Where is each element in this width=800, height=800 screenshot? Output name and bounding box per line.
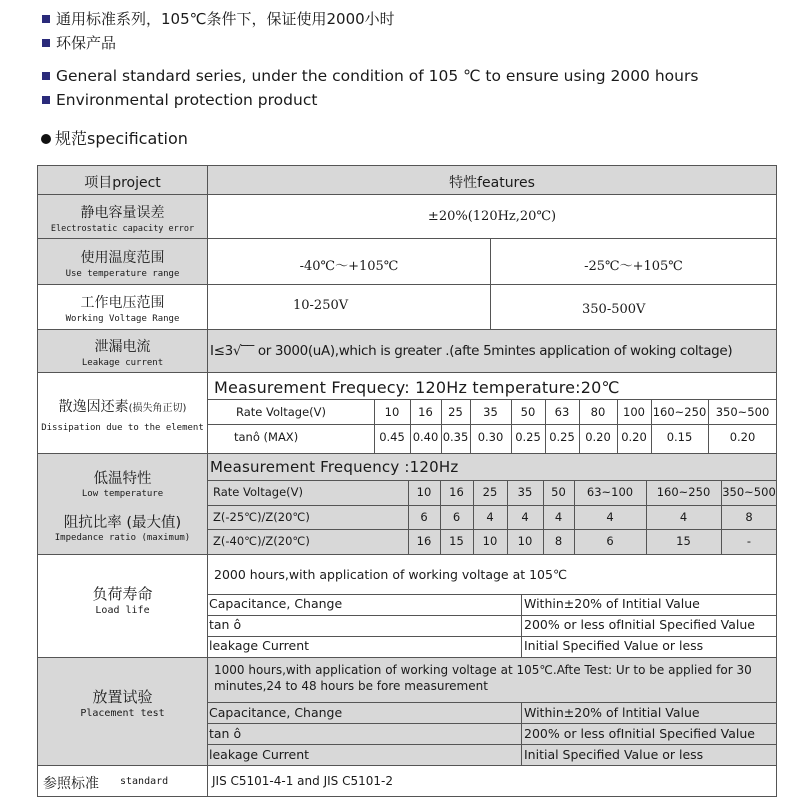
standard-value: JIS C5101-4-1 and JIS C5101-2 [207, 765, 777, 797]
leakage-value: I≤3√‾‾ or 3000(uA),which is greater .(afte 5mintes application of woking coltage) [207, 329, 777, 373]
capacity-error-value: ±20%(120Hz,20℃) [207, 194, 777, 239]
dissipation-voltage-cell-3: 35 [483, 405, 498, 419]
placement-value-0: Within±20% of lntitial Value [524, 705, 700, 720]
dissipation-tan-cell-8: 0.15 [666, 430, 693, 444]
dissipation-tan-cell-1: 0.40 [412, 430, 439, 444]
low-temp-data: Measurement Frequency :120Hz [207, 453, 777, 555]
dissipation-voltage-cell-8: 160~250 [652, 405, 707, 419]
voltage-range-label: 工作电压范围 Working Voltage Range [37, 284, 208, 330]
low-temp-z40-cell-6: 15 [676, 534, 691, 548]
load-life-item-2: leakage Current [209, 638, 310, 653]
low-temp-z25-cell-3: 4 [521, 510, 529, 524]
dissipation-voltage-cell-0: 10 [384, 405, 400, 419]
dissipation-voltage-cell-7: 100 [623, 405, 645, 419]
load-life-label: 负荷寿命 Load life [37, 554, 208, 658]
low-temp-z40-cell-1: 15 [449, 534, 464, 548]
dissipation-voltage-cell-2: 25 [448, 405, 463, 419]
standard-label: 参照标准 standard [37, 765, 208, 797]
dissipation-tan-cell-3: 0.30 [477, 430, 504, 444]
dissipation-data: Measurement Frequecy: 120Hz temperature:20℃ [207, 372, 777, 454]
load-life-value-0: Within±20% of Intitial Value [524, 596, 700, 611]
temp-range-right: -25℃～+105℃ [490, 238, 777, 285]
temp-range-label: 使用温度范围 Use temperature range [37, 238, 208, 285]
load-life-item-1: tan ô [209, 617, 242, 632]
placement-item-0: Capacitance, Change [209, 705, 343, 720]
low-temp-voltage-cell-1: 16 [449, 485, 464, 499]
low-temp-z40-cell-3: 10 [517, 534, 533, 548]
low-temp-z25-cell-7: 8 [745, 510, 753, 524]
square-bullet-icon [42, 39, 50, 47]
dissipation-tan-cell-9: 0.20 [729, 430, 756, 444]
low-temp-voltage-cell-4: 50 [551, 485, 566, 499]
dissipation-voltage-cell-6: 80 [590, 405, 606, 419]
dissipation-voltage-cell-4: 50 [520, 405, 536, 419]
low-temp-voltage-cell-6: 160~250 [656, 485, 711, 499]
placement-value-2: Initial Specified Value or less [524, 747, 704, 762]
placement-item-1: tan ô [209, 726, 242, 741]
low-temp-z40-cell-0: 16 [416, 534, 432, 548]
load-life-value-1: 200% or less ofInitial Specified Value [524, 617, 755, 632]
placement-item-2: leakage Current [209, 747, 310, 762]
bullet-cn-2: 环保产品 [42, 33, 116, 53]
dissipation-voltage-cell-9: 350~500 [715, 405, 770, 419]
capacity-error-label: 静电容量误差 Electrostatic capacity error [37, 194, 208, 239]
leakage-label: 泄漏电流 Leakage current [37, 329, 208, 373]
header-features-cell: 特性features [207, 165, 777, 195]
square-bullet-icon [42, 72, 50, 80]
specification-heading: 规范specification [41, 129, 188, 149]
dissipation-tan-cell-0: 0.45 [379, 430, 405, 444]
dissipation-voltage-cell-5: 63 [554, 405, 570, 419]
placement-label: 放置试验 Placement test [37, 657, 208, 766]
low-temp-z25-cell-0: 6 [420, 510, 428, 524]
dissipation-label: 散逸因还素(损失角正切) Dissipation due to the element [37, 372, 208, 454]
bullet-cn-1: 通用标准系列，105℃条件下，保证使用2000小时 [42, 9, 395, 29]
specification-table: 项目project 特性features 静电容量误差 Electrostatic capacity error ±20%(120Hz,20℃) 使用温度范围 Use temperature range -40℃～+105℃ -25℃～+105℃ 工作电压范围 Working Voltage Range 10-250V 350-500V 泄漏电流 Leakage current I≤3√‾‾ or 3000(uA),which is greater .(afte 5mintes application of woking coltage) 散逸因还素(损失角正切) Dissipation due to the element Measurement Frequecy: 120Hz temperature:20℃ Rate Voltage(V) tanô (MAX) 10 16 25 35 50 63 80 100 160~250 350~500 0.45 0.40 0.35 0.30 0.25 0.25 0.20 0.20 0.15 0.20 低温特性 Low temperature 阻抗比率 (最大值) Impedance ratio (maximum) Measurement Frequency :120Hz Rate Voltage(V) Z(-25℃)/Z(20℃) Z(-40℃)/Z(20℃) 10 16 25 35 50 63~100 160~250 350~500 6 6 4 4 4 4 4 8 16 15 10 10 8 6 15 - 负荷寿命 Load life 2000 hours,with application of working voltage at 105℃ Capacitance, Change Within±20% of Intitial Value tan ô 200% or less ofInitial Specified Value leakage Current Initial Specified Value or less 放置试验 Placement test 1000 hours,with application of working voltage at 105℃.Afte Test: Ur to be applied for 30 minutes,24 to 48 hours be fore measurement Capacitance, Change Within±20% of lntitial Value tan ô 200% or less ofInitial Specified Value leakage Current Initial Specified Value or less 参照标准 standard JIS C5101-4-1 and JIS C5101-2 [37, 165, 777, 797]
dissipation-tan-cell-6: 0.20 [585, 430, 611, 444]
header-project-cell: 项目project [37, 165, 208, 195]
low-temp-z25-cell-2: 4 [486, 510, 494, 524]
bullet-en-1: General standard series, under the condition of 105 ℃ to ensure using 2000 hours [42, 66, 698, 86]
low-temp-z40-cell-7: - [746, 534, 752, 548]
dissipation-tan-cell-4: 0.25 [515, 430, 541, 444]
load-life-item-0: Capacitance, Change [209, 596, 343, 611]
low-temp-z25-cell-4: 4 [554, 510, 563, 524]
low-temp-voltage-cell-5: 63~100 [586, 485, 634, 499]
low-temp-z25-cell-1: 6 [452, 510, 461, 524]
low-temp-z40-cell-2: 10 [482, 534, 498, 548]
low-temp-z25-cell-6: 4 [679, 510, 688, 524]
voltage-range-left: 10-250V [207, 284, 491, 330]
low-temp-z25-cell-5: 4 [606, 510, 614, 524]
low-temp-z40-cell-5: 6 [606, 534, 614, 548]
load-life-data: 2000 hours,with application of working voltage at 105℃ [207, 554, 777, 658]
dissipation-tan-cell-2: 0.35 [442, 430, 469, 444]
low-temp-voltage-cell-3: 35 [517, 485, 533, 499]
dissipation-tan-cell-7: 0.20 [621, 430, 647, 444]
placement-data: 1000 hours,with application of working voltage at 105℃.Afte Test: Ur to be applied for 30 minutes,24 to 48 hours be fore measurement [207, 657, 777, 766]
low-temp-voltage-cell-0: 10 [416, 485, 432, 499]
low-temp-voltage-cell-7: 350~500 [722, 485, 776, 499]
dissipation-tan-cell-5: 0.25 [549, 430, 575, 444]
low-temp-voltage-cell-2: 25 [482, 485, 498, 499]
square-bullet-icon [42, 96, 50, 104]
voltage-range-right: 350-500V [490, 284, 777, 330]
temp-range-left: -40℃～+105℃ [207, 238, 491, 285]
round-bullet-icon [41, 134, 51, 144]
dissipation-voltage-cell-1: 16 [418, 405, 433, 419]
load-life-value-2: Initial Specified Value or less [524, 638, 704, 653]
low-temp-label: 低温特性 Low temperature 阻抗比率 (最大值) Impedance ratio (maximum) [37, 453, 208, 555]
bullet-en-2: Environmental protection product [42, 90, 317, 110]
placement-value-1: 200% or less ofInitial Specified Value [524, 726, 755, 741]
low-temp-z40-cell-4: 8 [554, 534, 563, 548]
square-bullet-icon [42, 15, 50, 23]
